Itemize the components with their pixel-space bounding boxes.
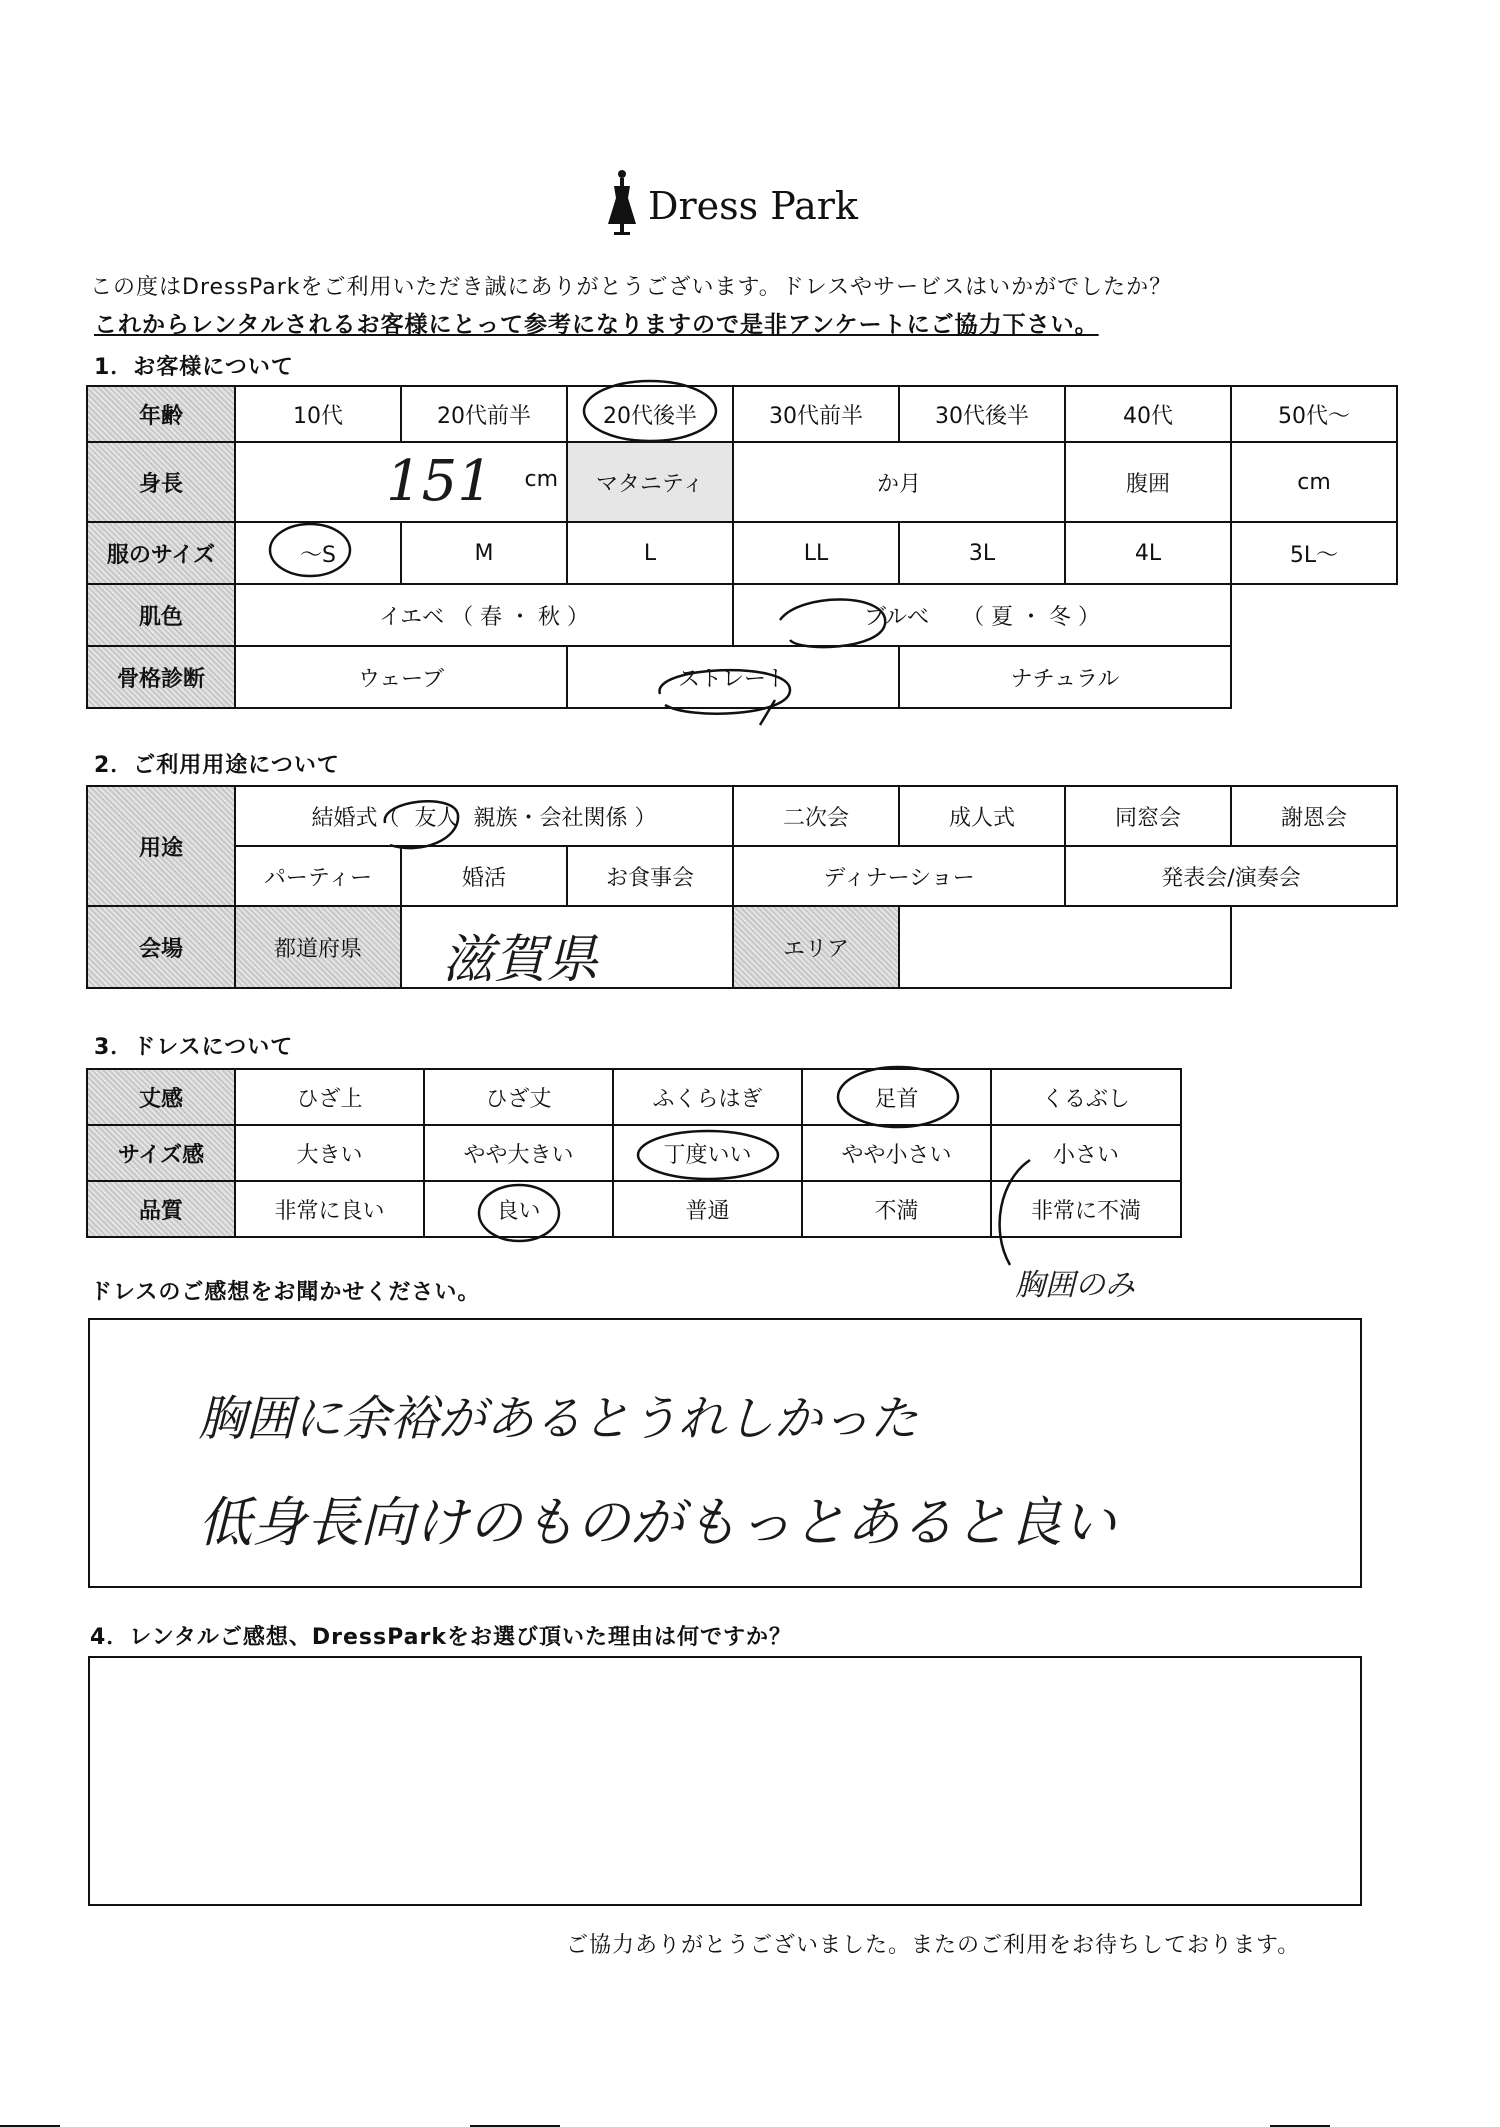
frame-option[interactable]: ウェーブ	[235, 646, 567, 708]
side-note: 胸囲のみ	[1015, 1268, 1135, 1303]
purpose-option[interactable]: 謝恩会	[1231, 786, 1397, 846]
size-option[interactable]: 5L～	[1231, 522, 1397, 584]
quality-option[interactable]: 普通	[613, 1181, 802, 1237]
purpose-option[interactable]: ディナーショー	[733, 846, 1065, 906]
size-option[interactable]: 4L	[1065, 522, 1231, 584]
purpose-option[interactable]: お食事会	[567, 846, 733, 906]
height-label: 身長	[87, 442, 235, 522]
wedding-suffix: 親族・会社関係 ）	[473, 805, 657, 831]
impression-line-2: 低身長向けのものがもっとあると良い	[198, 1491, 1116, 1554]
age-option-selected[interactable]: 20代後半	[567, 386, 733, 442]
purpose-option[interactable]: パーティー	[235, 846, 401, 906]
length-option[interactable]: ひざ丈	[424, 1069, 613, 1125]
section4-title: 4．レンタルご感想、DressParkをお選び頂いた理由は何ですか？	[90, 1625, 792, 1650]
circle-ankle	[838, 1067, 958, 1127]
height-unit: cm	[524, 467, 558, 492]
prefecture-label: 都道府県	[235, 906, 401, 988]
size-option[interactable]: 3L	[899, 522, 1065, 584]
impression-line-1: 胸囲に余裕があるとうれしかった	[198, 1391, 919, 1447]
purpose-option[interactable]: 婚活	[401, 846, 567, 906]
wedding-friend-selected: 友人	[414, 805, 459, 831]
age-option[interactable]: 50代～	[1231, 386, 1397, 442]
quality-option[interactable]: 非常に良い	[235, 1181, 424, 1237]
maternity-label: マタニティ	[567, 442, 733, 522]
section2-title: 2．ご利用用途について	[94, 753, 340, 778]
skin-option-blue-seasons: （ 夏 ・ 冬 ）	[962, 604, 1101, 630]
size-option[interactable]: L	[567, 522, 733, 584]
thanks-footer: ご協力ありがとうございました。またのご利用をお待ちしております。	[566, 1933, 1301, 1958]
quality-option[interactable]: 非常に不満	[991, 1181, 1181, 1237]
frame-option-selected[interactable]: ストレート	[567, 646, 899, 708]
circle-20s-late	[584, 381, 716, 441]
fit-label: サイズ感	[87, 1125, 235, 1181]
circle-good	[479, 1185, 559, 1241]
logo-text: Dress Park	[648, 184, 858, 228]
quality-option[interactable]: 不満	[802, 1181, 991, 1237]
purpose-option[interactable]: 発表会/演奏会	[1065, 846, 1397, 906]
circle-size-s	[270, 524, 350, 576]
circle-friend	[385, 801, 458, 848]
fit-option[interactable]: やや大きい	[424, 1125, 613, 1181]
length-option[interactable]: くるぶし	[991, 1069, 1181, 1125]
frame-option[interactable]: ナチュラル	[899, 646, 1231, 708]
age-option[interactable]: 10代	[235, 386, 401, 442]
quality-label: 品質	[87, 1181, 235, 1237]
intro-request: これからレンタルされるお客様にとって参考になりますので是非アンケートにご協力下さい。	[94, 312, 1099, 338]
section3-title: 3．ドレスについて	[94, 1035, 294, 1060]
size-label: 服のサイズ	[87, 522, 235, 584]
age-label: 年齢	[87, 386, 235, 442]
size-option-selected[interactable]: ～S	[235, 522, 401, 584]
circle-just-right	[638, 1131, 778, 1179]
venue-label: 会場	[87, 906, 235, 988]
section1-title: 1．お客様について	[94, 355, 294, 380]
length-option-selected[interactable]: 足首	[802, 1069, 991, 1125]
skin-option-blue-label: ブルべ	[863, 604, 930, 630]
length-option[interactable]: ふくらはぎ	[613, 1069, 802, 1125]
fit-option[interactable]: 小さい	[991, 1125, 1181, 1181]
height-value: 151	[386, 449, 493, 514]
skin-label: 肌色	[87, 584, 235, 646]
purpose-label: 用途	[87, 786, 235, 906]
length-label: 丈感	[87, 1069, 235, 1125]
prefecture-value: 滋賀県	[442, 930, 599, 988]
intro-text: この度はDressParkをご利用いただき誠にありがとうございます。ドレスやサービスはいかがでしたか？	[90, 275, 1173, 300]
fit-option-selected[interactable]: 丁度いい	[613, 1125, 802, 1181]
length-option[interactable]: ひざ上	[235, 1069, 424, 1125]
wedding-prefix: 結婚式（	[311, 805, 400, 831]
purpose-option[interactable]: 二次会	[733, 786, 899, 846]
waist-unit[interactable]: cm	[1231, 442, 1397, 522]
fit-option[interactable]: やや小さい	[802, 1125, 991, 1181]
age-option[interactable]: 30代前半	[733, 386, 899, 442]
circle-straight	[659, 670, 790, 725]
purpose-option[interactable]: 同窓会	[1065, 786, 1231, 846]
size-option[interactable]: M	[401, 522, 567, 584]
skin-option-yellow[interactable]: イエベ （ 春 ・ 秋 ）	[235, 584, 733, 646]
circle-blue-base	[780, 599, 885, 647]
age-option[interactable]: 30代後半	[899, 386, 1065, 442]
quality-option-selected[interactable]: 良い	[424, 1181, 613, 1237]
month-label: か月	[876, 471, 921, 497]
size-option[interactable]: LL	[733, 522, 899, 584]
area-label: エリア	[733, 906, 899, 988]
waist-label: 腹囲	[1065, 442, 1231, 522]
frame-label: 骨格診断	[87, 646, 235, 708]
fit-option[interactable]: 大きい	[235, 1125, 424, 1181]
age-option[interactable]: 40代	[1065, 386, 1231, 442]
impression-prompt: ドレスのご感想をお聞かせください。	[90, 1280, 481, 1305]
line-side-note	[1000, 1160, 1030, 1265]
purpose-option[interactable]: 成人式	[899, 786, 1065, 846]
age-option[interactable]: 20代前半	[401, 386, 567, 442]
